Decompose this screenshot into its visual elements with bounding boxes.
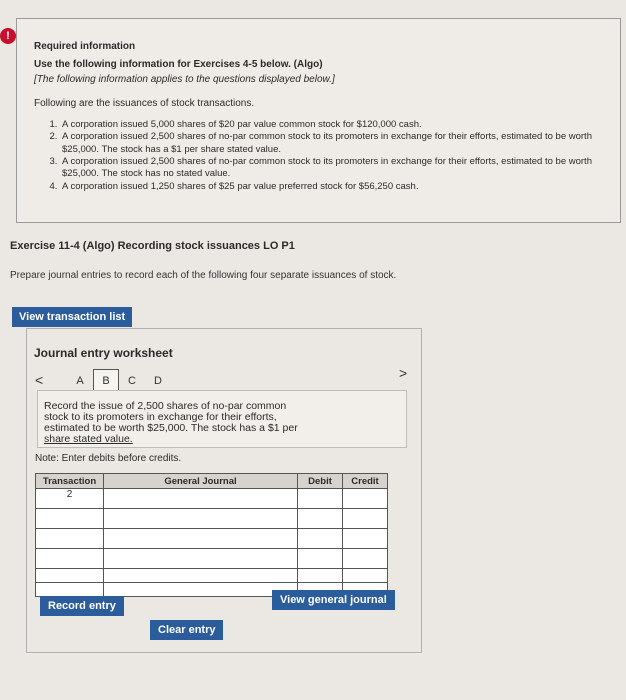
table-row [36, 529, 388, 549]
prev-arrow-icon[interactable]: < [35, 372, 44, 388]
exercise-title: Exercise 11-4 (Algo) Recording stock issuances LO P1 [10, 240, 295, 252]
credit-input[interactable] [343, 489, 388, 509]
tab-a[interactable]: A [76, 375, 84, 387]
transaction-prompt [37, 390, 407, 448]
transaction-cell [36, 569, 104, 583]
transaction-cell [36, 583, 104, 597]
table-row [36, 489, 388, 509]
debit-header: Debit [298, 474, 343, 489]
debit-input[interactable] [298, 509, 343, 529]
view-transaction-list-button[interactable]: View transaction list [12, 307, 132, 327]
credit-header: Credit [343, 474, 388, 489]
journal-table [35, 473, 388, 597]
clear-entry-button[interactable]: Clear entry [150, 620, 223, 640]
required-information-box [16, 18, 621, 223]
credit-input[interactable] [343, 549, 388, 569]
applies-note: [The following information applies to the questions displayed below.] [34, 74, 335, 85]
table-row [36, 509, 388, 529]
debit-input[interactable] [298, 569, 343, 583]
required-information-heading: Required information [34, 41, 136, 52]
prompt-line-4: share stated value. [44, 433, 133, 446]
prompt-line-2: stock to its promoters in exchange for their efforts, [44, 411, 277, 424]
exercise-instructions: Prepare journal entries to record each of the following four separate issuances of stock. [10, 270, 397, 281]
prompt-line-1: Record the issue of 2,500 shares of no-par common [44, 400, 287, 412]
prompt-line-3: estimated to be worth $25,000. The stock has a $1 per [44, 422, 298, 435]
transaction-item-2: 2. A corporation issued 2,500 shares of no-par common stock to its promoters in exchange for their efforts, estimated to be worth $25,000. The stock has a $1 per share stated value. [60, 131, 606, 156]
alert-exclamation-icon: ! [0, 28, 16, 44]
table-row [36, 569, 388, 583]
account-input[interactable] [104, 529, 298, 549]
credit-input[interactable] [343, 509, 388, 529]
transaction-number: 2 [36, 489, 104, 509]
account-input[interactable] [104, 509, 298, 529]
transaction-item-1: 1. A corporation issued 5,000 shares of $20 par value common stock for $120,000 cash. [60, 119, 606, 131]
record-entry-button[interactable]: Record entry [40, 596, 124, 616]
worksheet-title: Journal entry worksheet [34, 346, 173, 360]
credit-input[interactable] [343, 529, 388, 549]
transaction-cell [36, 509, 104, 529]
transaction-list [60, 119, 606, 193]
next-arrow-icon[interactable]: > [399, 365, 408, 381]
transaction-header: Transaction [36, 474, 104, 489]
tab-d[interactable]: D [154, 375, 162, 387]
use-information-line: Use the following information for Exercises 4-5 below. (Algo) [34, 58, 323, 70]
debit-input[interactable] [298, 489, 343, 509]
credit-input[interactable] [343, 569, 388, 583]
debit-input[interactable] [298, 549, 343, 569]
transaction-item-3: 3. A corporation issued 2,500 shares of no-par common stock to its promoters in exchange for their efforts, estimated to be worth $25,000. The stock has no stated value. [60, 156, 606, 181]
debit-input[interactable] [298, 529, 343, 549]
transaction-cell [36, 529, 104, 549]
tab-c[interactable]: C [128, 375, 136, 387]
account-input[interactable] [104, 569, 298, 583]
tab-b[interactable]: B [93, 369, 119, 393]
account-input[interactable] [104, 583, 298, 597]
transaction-cell [36, 549, 104, 569]
table-row [36, 549, 388, 569]
account-input[interactable] [104, 489, 298, 509]
general-journal-header: General Journal [104, 474, 298, 489]
debits-note: Note: Enter debits before credits. [35, 453, 182, 464]
issuances-intro: Following are the issuances of stock transactions. [34, 97, 255, 109]
view-general-journal-button[interactable]: View general journal [272, 590, 395, 610]
transaction-item-4: 4. A corporation issued 1,250 shares of $25 par value preferred stock for $56,250 cash. [60, 181, 606, 193]
account-input[interactable] [104, 549, 298, 569]
